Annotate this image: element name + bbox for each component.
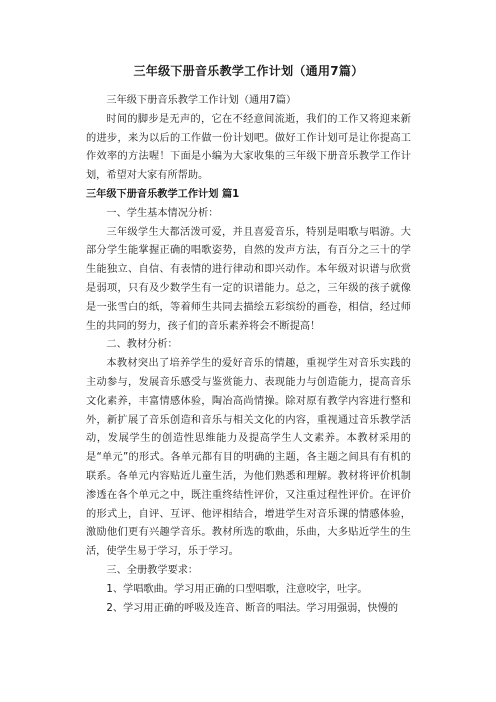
section3-heading: 三、全册教学要求：	[106, 564, 199, 576]
requirement-item-1: 1、学唱歌曲。学习用正确的口型唱歌，注意咬字，吐字。	[106, 583, 368, 595]
section1-body: 三年级学生大都活泼可爱，并且喜爱音乐，特别是唱歌与唱游。大部分学生能掌握正确的唱歌姿势，自然的发声方法，有百分之三十的学生能独立、自信、有表情的进行律动和即兴动作。本年级对识谱与欣赏是弱项，只有及少数学生有一定的识谱能力。总之，三年级的孩子就像是一张雪白的纸，等着师生共同去描绘五彩缤纷的画卷，相信，经过师生的共同的努力，孩子们的音乐素养将会不断提高！	[86, 226, 411, 332]
section2-heading: 二、教材分析：	[106, 339, 178, 351]
section1-heading: 一、学生基本情况分析：	[106, 207, 219, 219]
section-title: 三年级下册音乐教学工作计划 篇1	[86, 188, 240, 200]
document-title: 三年级下册音乐教学工作计划（通用7篇）	[133, 64, 364, 78]
section2-body: 本教材突出了培养学生的爱好音乐的情趣，重视学生对音乐实践的主动参与，发展音乐感受与鉴赏能力、表现能力与创造能力，提高音乐文化素养，丰富情感体验，陶冶高尚情操。除对原有教学内容进行整和外，新扩展了音乐创造和音乐与相关文化的内容，重视通过音乐教学活动，发展学生的创造性思维能力及提高学生人文素养。本教材采用的是“单元”的形式。各单元都有目的明确的主题，各主题之间具有有机的联系。各单元内容贴近儿童生活，为他们熟悉和理解。教材将评价机制渗透在各个单元之中，既注重终结性评价，又注重过程性评价。在评价的形式上，自评、互评、他评相结合，增进学生对音乐课的情感体验，激励他们更有兴趣学音乐。教材所选的歌曲，乐曲，大多贴近学生的生活，使学生易于学习，乐于学习。	[86, 358, 411, 558]
document-subtitle: 三年级下册音乐教学工作计划（通用7篇）	[106, 95, 297, 106]
requirement-item-2: 2、学习用正确的呼吸及连音、断音的唱法。学习用强弱，快慢的	[106, 602, 399, 614]
intro-paragraph: 时间的脚步是无声的，它在不经意间流逝，我们的工作又将迎来新的进步，来为以后的工作做一份计划吧。做好工作计划可是让你提高工作效率的方法喔！下面是小编为大家收集的三年级下册音乐教学工作计划，希望对大家有所帮助。	[86, 113, 411, 182]
